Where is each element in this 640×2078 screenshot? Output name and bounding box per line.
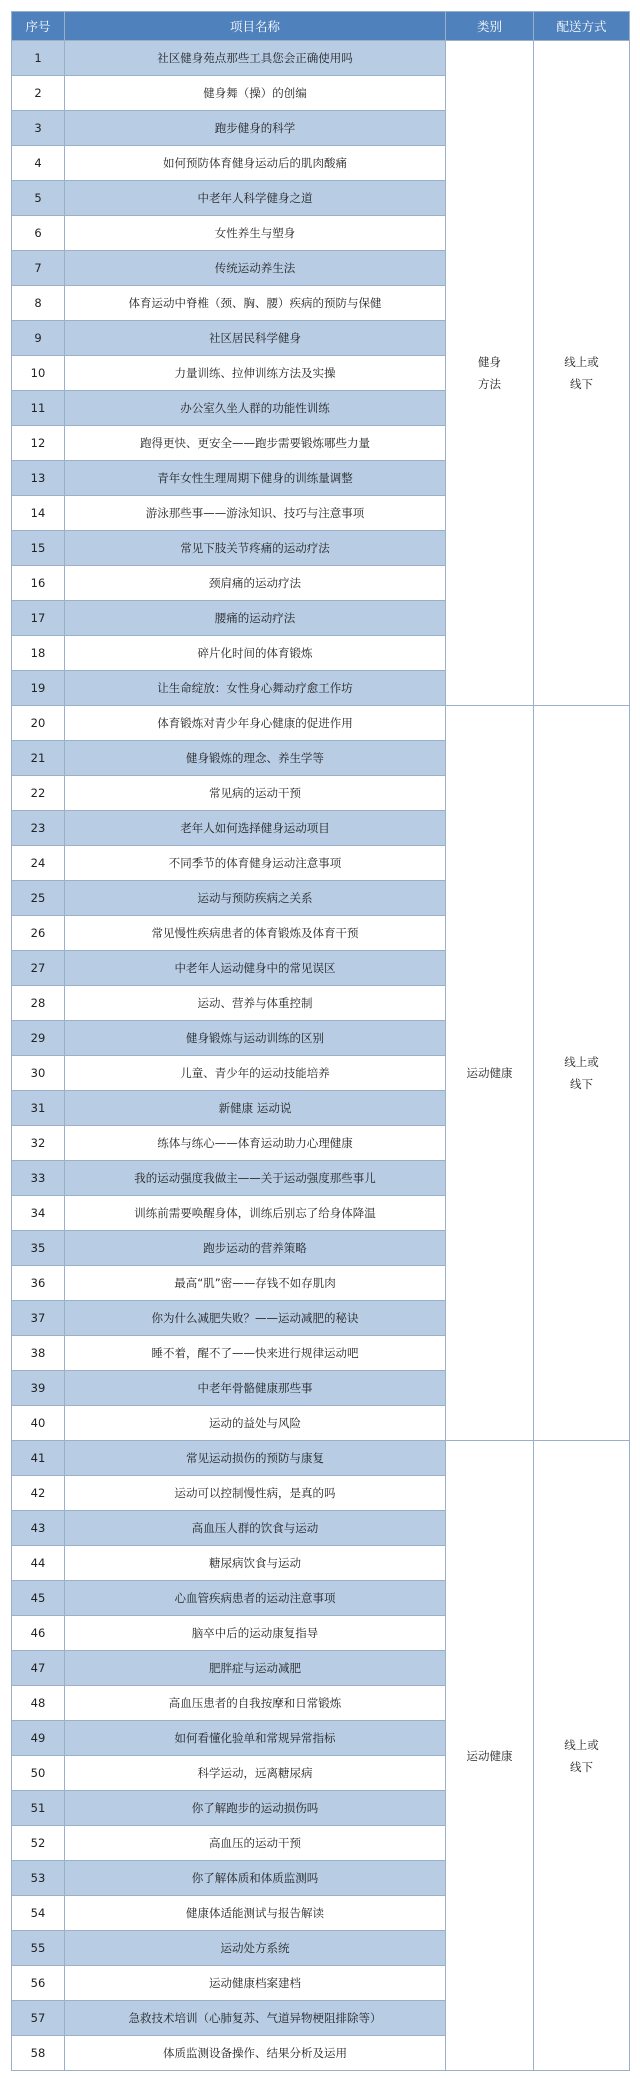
project-name: 健身锻炼的理念、养生学等 <box>65 741 446 776</box>
row-number: 56 <box>12 1966 65 2001</box>
header-method: 配送方式 <box>534 12 630 41</box>
project-name: 碎片化时间的体育锻炼 <box>65 636 446 671</box>
row-number: 58 <box>12 2036 65 2071</box>
project-name: 社区健身苑点那些工具您会正确使用吗 <box>65 41 446 76</box>
row-number: 21 <box>12 741 65 776</box>
row-number: 50 <box>12 1756 65 1791</box>
row-number: 36 <box>12 1266 65 1301</box>
delivery-method-cell-line: 线下 <box>570 1077 593 1091</box>
row-number: 49 <box>12 1721 65 1756</box>
project-name: 跑步健身的科学 <box>65 111 446 146</box>
delivery-method-cell-line: 线上或 <box>564 1055 599 1069</box>
row-number: 3 <box>12 111 65 146</box>
row-number: 29 <box>12 1021 65 1056</box>
project-name: 高血压人群的饮食与运动 <box>65 1511 446 1546</box>
project-name: 游泳那些事——游泳知识、技巧与注意事项 <box>65 496 446 531</box>
category-cell-line: 方法 <box>478 377 501 391</box>
row-number: 46 <box>12 1616 65 1651</box>
row-number: 37 <box>12 1301 65 1336</box>
category-cell <box>446 706 534 1441</box>
project-name: 最高“肌”密——存钱不如存肌肉 <box>65 1266 446 1301</box>
row-number: 18 <box>12 636 65 671</box>
row-number: 16 <box>12 566 65 601</box>
delivery-method-cell-line: 线上或 <box>564 355 599 369</box>
project-name: 颈肩痛的运动疗法 <box>65 566 446 601</box>
category-cell <box>446 41 534 706</box>
project-name: 体质监测设备操作、结果分析及运用 <box>65 2036 446 2071</box>
row-number: 23 <box>12 811 65 846</box>
category-cell-line: 运动健康 <box>466 1066 513 1080</box>
delivery-method-cell <box>534 706 630 1441</box>
project-name: 如何预防体育健身运动后的肌肉酸痛 <box>65 146 446 181</box>
row-number: 13 <box>12 461 65 496</box>
project-name: 高血压患者的自我按摩和日常锻炼 <box>65 1686 446 1721</box>
row-number: 43 <box>12 1511 65 1546</box>
row-number: 33 <box>12 1161 65 1196</box>
row-number: 57 <box>12 2001 65 2036</box>
table-row <box>12 706 630 741</box>
project-name: 运动可以控制慢性病，是真的吗 <box>65 1476 446 1511</box>
header-num: 序号 <box>12 12 65 41</box>
row-number: 2 <box>12 76 65 111</box>
row-number: 14 <box>12 496 65 531</box>
row-number: 41 <box>12 1441 65 1476</box>
project-name: 训练前需要唤醒身体，训练后别忘了给身体降温 <box>65 1196 446 1231</box>
project-name: 你为什么减肥失败？——运动减肥的秘诀 <box>65 1301 446 1336</box>
project-name: 体育运动中脊椎（颈、胸、腰）疾病的预防与保健 <box>65 286 446 321</box>
header-category: 类别 <box>446 12 534 41</box>
project-name: 肥胖症与运动减肥 <box>65 1651 446 1686</box>
project-name: 脑卒中后的运动康复指导 <box>65 1616 446 1651</box>
row-number: 52 <box>12 1826 65 1861</box>
row-number: 25 <box>12 881 65 916</box>
project-name: 儿童、青少年的运动技能培养 <box>65 1056 446 1091</box>
delivery-method-cell <box>534 41 630 706</box>
row-number: 44 <box>12 1546 65 1581</box>
project-name: 传统运动养生法 <box>65 251 446 286</box>
row-number: 11 <box>12 391 65 426</box>
project-name: 中老年骨骼健康那些事 <box>65 1371 446 1406</box>
row-number: 31 <box>12 1091 65 1126</box>
project-name: 心血管疾病患者的运动注意事项 <box>65 1581 446 1616</box>
project-name: 练体与练心——体育运动助力心理健康 <box>65 1126 446 1161</box>
category-cell-line: 运动健康 <box>466 1748 513 1763</box>
project-name: 常见慢性疾病患者的体育锻炼及体育干预 <box>65 916 446 951</box>
project-name: 不同季节的体育健身运动注意事项 <box>65 846 446 881</box>
project-name: 中老年人运动健身中的常见误区 <box>65 951 446 986</box>
row-number: 7 <box>12 251 65 286</box>
row-number: 1 <box>12 41 65 76</box>
project-name: 常见下肢关节疼痛的运动疗法 <box>65 531 446 566</box>
header-name: 项目名称 <box>65 12 446 41</box>
project-name: 让生命绽放：女性身心舞动疗愈工作坊 <box>65 671 446 706</box>
project-name: 糖尿病饮食与运动 <box>65 1546 446 1581</box>
row-number: 40 <box>12 1406 65 1441</box>
project-name: 跑得更快、更安全——跑步需要锻炼哪些力量 <box>65 426 446 461</box>
row-number: 54 <box>12 1896 65 1931</box>
row-number: 55 <box>12 1931 65 1966</box>
project-name: 运动、营养与体重控制 <box>65 986 446 1021</box>
project-name: 办公室久坐人群的功能性训练 <box>65 391 446 426</box>
row-number: 17 <box>12 601 65 636</box>
project-name: 如何看懂化验单和常规异常指标 <box>65 1721 446 1756</box>
row-number: 30 <box>12 1056 65 1091</box>
row-number: 19 <box>12 671 65 706</box>
project-name: 常见病的运动干预 <box>65 776 446 811</box>
row-number: 38 <box>12 1336 65 1371</box>
table-body <box>12 41 630 2071</box>
delivery-method-cell-line: 线下 <box>570 377 593 391</box>
category-cell <box>446 1441 534 2071</box>
project-name: 急救技术培训（心肺复苏、气道异物梗阻排除等） <box>65 2001 446 2036</box>
row-number: 26 <box>12 916 65 951</box>
row-number: 28 <box>12 986 65 1021</box>
row-number: 32 <box>12 1126 65 1161</box>
project-name: 运动与预防疾病之关系 <box>65 881 446 916</box>
project-name: 你了解体质和体质监测吗 <box>65 1861 446 1896</box>
row-number: 51 <box>12 1791 65 1826</box>
row-number: 10 <box>12 356 65 391</box>
row-number: 53 <box>12 1861 65 1896</box>
course-table <box>11 11 630 2071</box>
row-number: 9 <box>12 321 65 356</box>
project-name: 社区居民科学健身 <box>65 321 446 356</box>
row-number: 12 <box>12 426 65 461</box>
row-number: 45 <box>12 1581 65 1616</box>
row-number: 27 <box>12 951 65 986</box>
project-name: 常见运动损伤的预防与康复 <box>65 1441 446 1476</box>
row-number: 22 <box>12 776 65 811</box>
project-name: 力量训练、拉伸训练方法及实操 <box>65 356 446 391</box>
project-name: 运动健康档案建档 <box>65 1966 446 2001</box>
project-name: 运动的益处与风险 <box>65 1406 446 1441</box>
project-name: 你了解跑步的运动损伤吗 <box>65 1791 446 1826</box>
delivery-method-cell <box>534 1441 630 2071</box>
project-name: 青年女性生理周期下健身的训练量调整 <box>65 461 446 496</box>
project-name: 健身锻炼与运动训练的区别 <box>65 1021 446 1056</box>
project-name: 我的运动强度我做主——关于运动强度那些事儿 <box>65 1161 446 1196</box>
row-number: 42 <box>12 1476 65 1511</box>
row-number: 8 <box>12 286 65 321</box>
table-row <box>12 41 630 76</box>
row-number: 20 <box>12 706 65 741</box>
project-name: 体育锻炼对青少年身心健康的促进作用 <box>65 706 446 741</box>
project-name: 腰痛的运动疗法 <box>65 601 446 636</box>
project-name: 老年人如何选择健身运动项目 <box>65 811 446 846</box>
row-number: 15 <box>12 531 65 566</box>
table-header-row <box>12 12 630 41</box>
project-name: 健身舞（操）的创编 <box>65 76 446 111</box>
project-name: 睡不着，醒不了——快来进行规律运动吧 <box>65 1336 446 1371</box>
project-name: 中老年人科学健身之道 <box>65 181 446 216</box>
row-number: 34 <box>12 1196 65 1231</box>
category-cell-line: 健身 <box>478 355 501 369</box>
project-name: 运动处方系统 <box>65 1931 446 1966</box>
project-name: 新健康 运动说 <box>65 1091 446 1126</box>
row-number: 48 <box>12 1686 65 1721</box>
project-name: 科学运动，远离糖尿病 <box>65 1756 446 1791</box>
project-name: 女性养生与塑身 <box>65 216 446 251</box>
row-number: 47 <box>12 1651 65 1686</box>
row-number: 4 <box>12 146 65 181</box>
table-row <box>12 1441 630 1476</box>
delivery-method-cell-line: 线下 <box>570 1759 593 1774</box>
row-number: 5 <box>12 181 65 216</box>
row-number: 35 <box>12 1231 65 1266</box>
row-number: 39 <box>12 1371 65 1406</box>
delivery-method-cell-line: 线上或 <box>564 1737 599 1752</box>
project-name: 高血压的运动干预 <box>65 1826 446 1861</box>
project-name: 跑步运动的营养策略 <box>65 1231 446 1266</box>
row-number: 24 <box>12 846 65 881</box>
project-name: 健康体适能测试与报告解读 <box>65 1896 446 1931</box>
row-number: 6 <box>12 216 65 251</box>
